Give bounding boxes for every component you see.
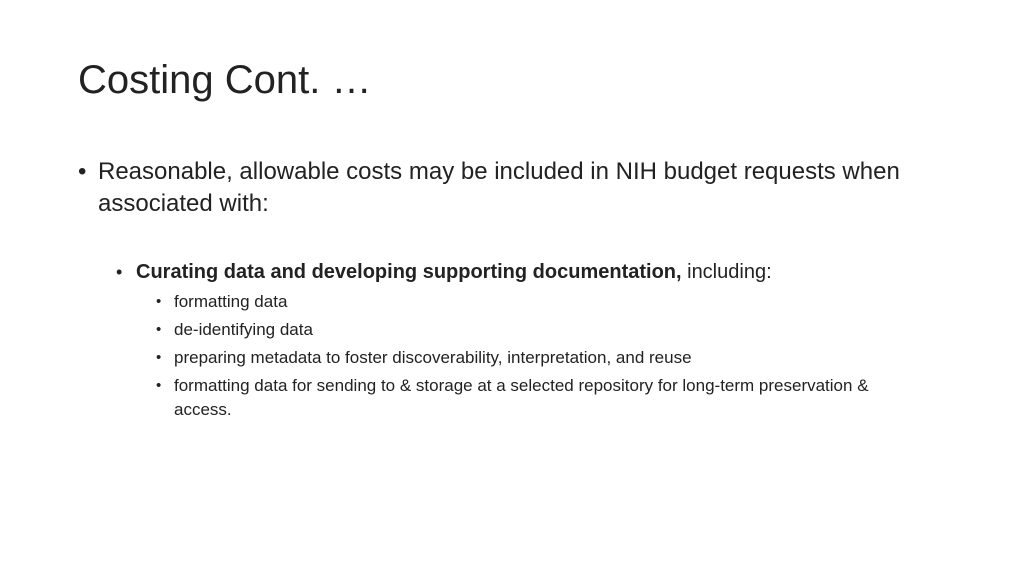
bullet-dot-icon: •	[156, 377, 162, 394]
sub-bullet-list	[78, 290, 978, 422]
bullet-level-2-text: including:	[681, 261, 772, 283]
bullet-level-1-text: Reasonable, allowable costs may be included in NIH budget requests when associated with:	[98, 158, 900, 217]
list-item	[156, 374, 874, 422]
list-item-text: de-identifying data	[174, 320, 313, 339]
bullet-dot-icon: •	[78, 158, 87, 185]
list-item-text: formatting data for sending to & storage at a selected repository for long-term preservation & access.	[174, 376, 869, 419]
bullet-level-1	[78, 156, 978, 220]
bullet-dot-icon: •	[156, 321, 162, 338]
list-item	[156, 290, 874, 314]
bullet-dot-icon: •	[156, 293, 162, 310]
slide-content	[78, 156, 978, 422]
list-item-text: preparing metadata to foster discoverability, interpretation, and reuse	[174, 348, 692, 367]
slide-title: Costing Cont. …	[78, 58, 372, 102]
list-item	[156, 318, 874, 342]
bullet-level-2-bold-text: Curating data and developing supporting documentation,	[136, 261, 682, 283]
bullet-level-2	[116, 258, 978, 286]
list-item-text: formatting data	[174, 292, 288, 311]
bullet-dot-icon: •	[116, 262, 123, 282]
list-item	[156, 346, 874, 370]
bullet-dot-icon: •	[156, 349, 162, 366]
